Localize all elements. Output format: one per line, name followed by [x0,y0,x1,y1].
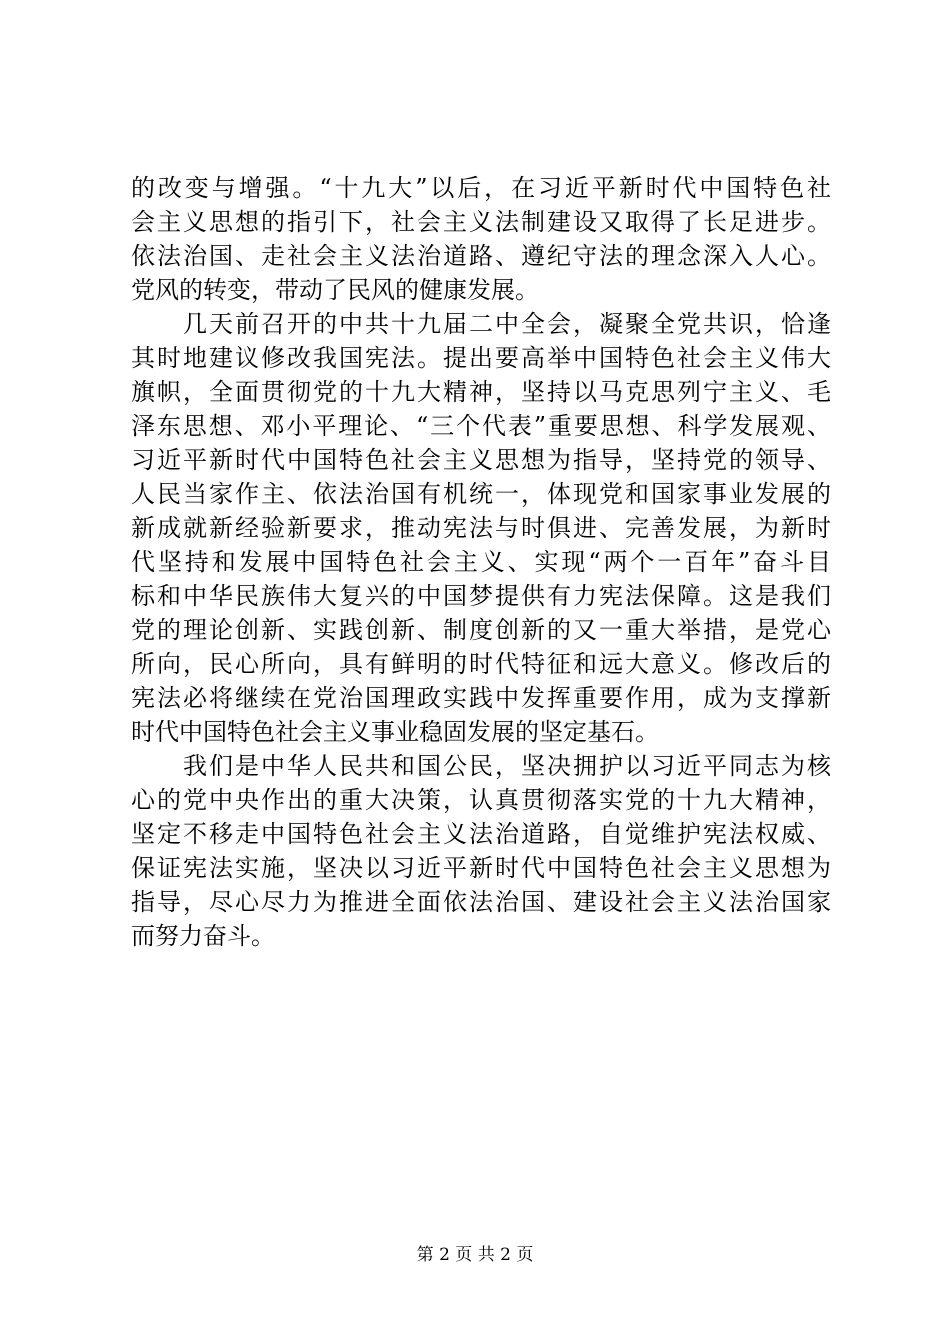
text-line: 所向，民心所向，具有鲜明的时代特征和远大意义。修改后的 [131,650,831,678]
text-line: 依法治国、走社会主义法治道路、遵纪守法的理念深入人心。 [131,242,831,270]
text-line: 保证宪法实施，坚决以习近平新时代中国特色社会主义思想为 [131,854,831,882]
text-line: 我们是中华人民共和国公民，坚决拥护以习近平同志为核 [131,752,831,780]
text-line: 代坚持和发展中国特色社会主义、实现“两个一百年”奋斗目 [131,548,831,576]
page-number-label: 第 2 页 共 2 页 [416,1245,534,1265]
text-line: 会主义思想的指引下，社会主义法制建设又取得了长足进步。 [131,208,831,236]
text-line: 心的党中央作出的重大决策，认真贯彻落实党的十九大精神， [131,786,831,814]
text-line: 泽东思想、邓小平理论、“三个代表”重要思想、科学发展观、 [131,412,831,440]
text-line: 习近平新时代中国特色社会主义思想为指导，坚持党的领导、 [131,446,831,474]
text-line: 新成就新经验新要求，推动宪法与时俱进、完善发展，为新时 [131,514,831,542]
text-line: 宪法必将继续在党治国理政实践中发挥重要作用，成为支撑新 [131,684,831,712]
text-line: 标和中华民族伟大复兴的中国梦提供有力宪法保障。这是我们 [131,582,831,610]
document-body [131,171,831,953]
text-line: 旗帜，全面贯彻党的十九大精神，坚持以马克思列宁主义、毛 [131,378,831,406]
text-line: 党的理论创新、实践创新、制度创新的又一重大举措，是党心 [131,616,831,644]
text-line: 其时地建议修改我国宪法。提出要高举中国特色社会主义伟大 [131,344,831,372]
text-line: 时代中国特色社会主义事业稳固发展的坚定基石。 [131,718,659,746]
text-line: 几天前召开的中共十九届二中全会，凝聚全党共识，恰逢 [131,310,831,338]
text-line: 的改变与增强。“十九大”以后，在习近平新时代中国特色社 [131,174,831,202]
page-footer [0,1243,950,1267]
text-line: 坚定不移走中国特色社会主义法治道路，自觉维护宪法权威、 [131,820,831,848]
text-line: 而努力奋斗。 [131,922,275,950]
text-line: 人民当家作主、依法治国有机统一，体现党和国家事业发展的 [131,480,831,508]
text-line: 指导，尽心尽力为推进全面依法治国、建设社会主义法治国家 [131,888,831,916]
text-line: 党风的转变，带动了民风的健康发展。 [131,276,539,304]
